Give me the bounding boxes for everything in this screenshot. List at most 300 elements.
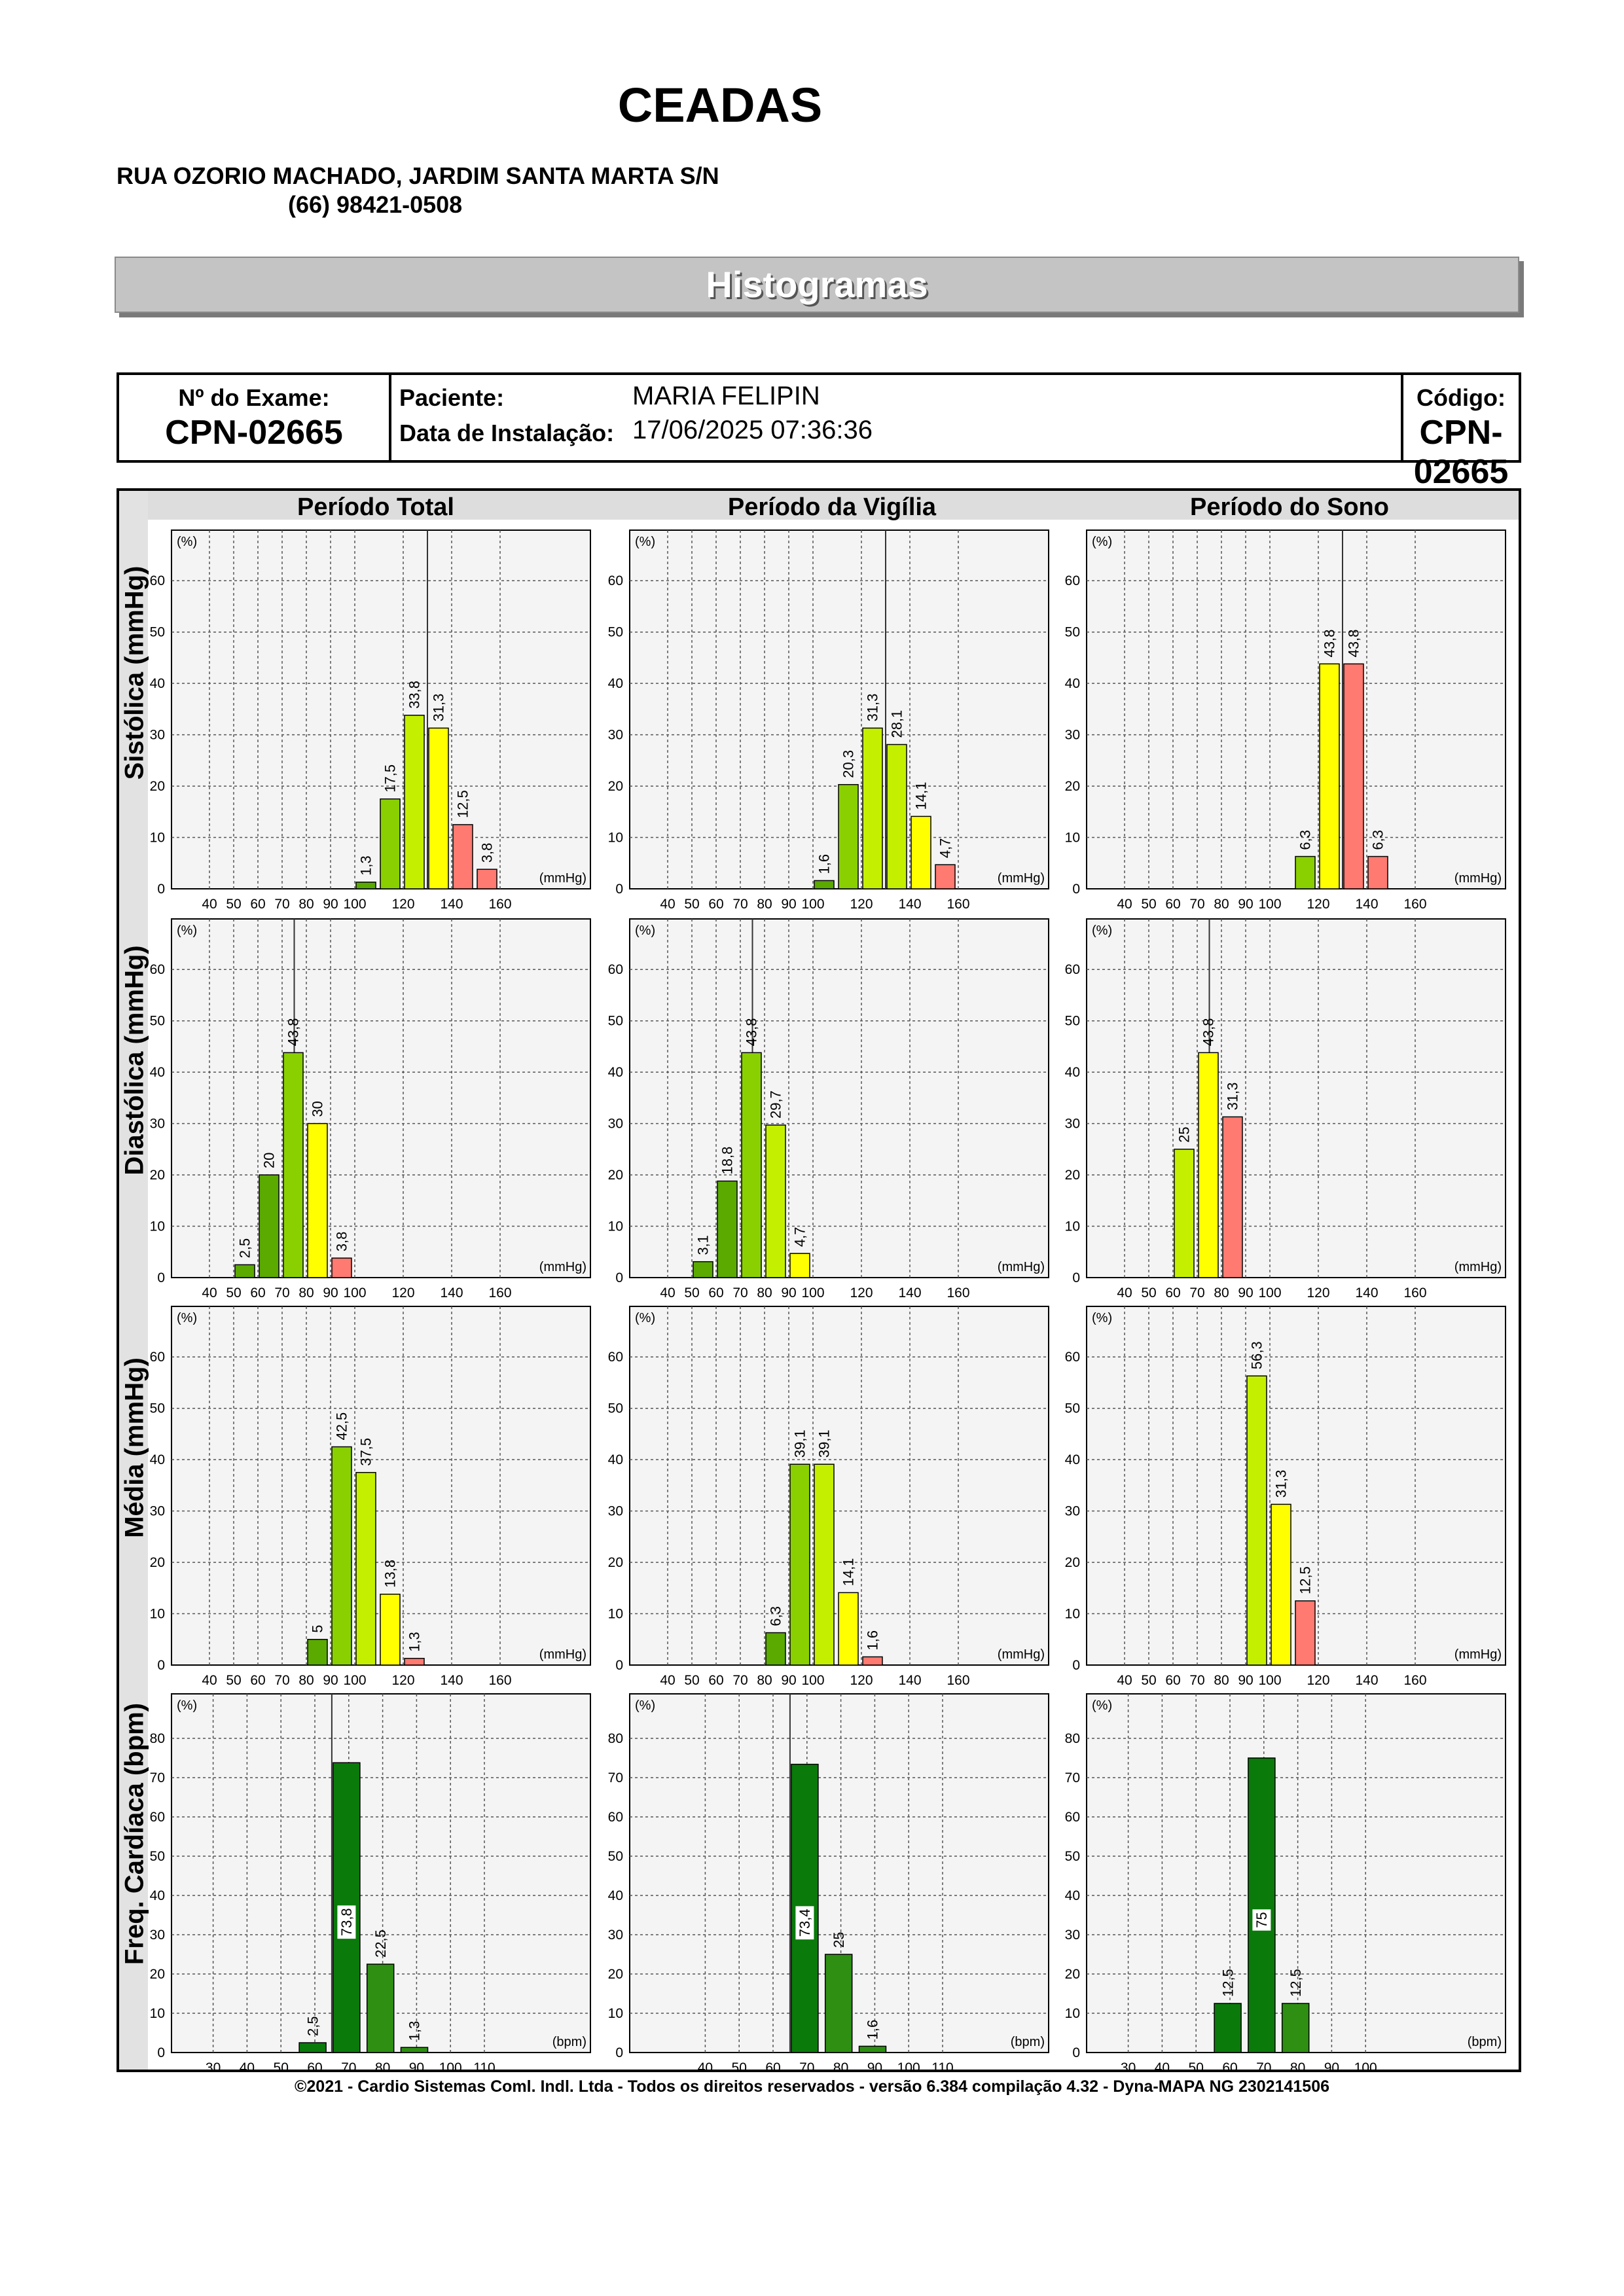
x-tick-label: 70 xyxy=(732,1285,748,1300)
bar-value-label: 6,3 xyxy=(1369,829,1386,850)
y-tick-label: 50 xyxy=(149,1013,165,1029)
y-tick-label: 10 xyxy=(607,1219,623,1234)
bar-value-label: 31,3 xyxy=(1272,1469,1290,1498)
y-tick-label: 40 xyxy=(149,1452,165,1468)
histogram-panel xyxy=(1065,1306,1506,1688)
histogram-bar xyxy=(790,1253,810,1278)
x-tick-label: 90 xyxy=(323,897,338,912)
x-tick-label: 90 xyxy=(781,897,797,912)
bar-value-label: 43,8 xyxy=(1200,1018,1217,1047)
histogram-bar xyxy=(1199,1052,1218,1278)
bar-value-label: 56,3 xyxy=(1248,1341,1265,1370)
x-unit-label: (mmHg) xyxy=(539,1260,586,1274)
bar-value-label: 4,7 xyxy=(791,1227,808,1247)
bar-value-label: 12,5 xyxy=(1287,1969,1304,1997)
y-tick-label: 40 xyxy=(607,1888,623,1903)
column-header-total: Período Total xyxy=(297,493,454,521)
x-tick-label: 80 xyxy=(757,897,772,912)
y-tick-label: 20 xyxy=(607,1555,623,1571)
bar-value-label: 1,3 xyxy=(357,855,374,876)
histogram-bar xyxy=(790,1464,810,1665)
bar-value-label: 39,1 xyxy=(816,1429,833,1458)
x-tick-label: 40 xyxy=(697,2060,713,2075)
bar-value-label: 6,3 xyxy=(767,1605,784,1626)
y-tick-label: 60 xyxy=(1064,1810,1080,1825)
x-tick-label: 70 xyxy=(799,2060,815,2075)
bar-value-label: 17,5 xyxy=(382,764,399,793)
x-tick-label: 100 xyxy=(439,2060,462,2075)
x-tick-label: 70 xyxy=(1189,1673,1205,1688)
x-tick-label: 40 xyxy=(202,1673,217,1688)
x-tick-label: 160 xyxy=(488,1285,512,1300)
histogram-bar xyxy=(1271,1504,1291,1665)
histogram-bar xyxy=(1174,1149,1194,1278)
histogram-bar xyxy=(1214,2003,1241,2053)
histogram-bar xyxy=(766,1125,785,1278)
x-tick-label: 120 xyxy=(850,1673,873,1688)
bar-value-label: 1,6 xyxy=(816,853,833,874)
x-tick-label: 100 xyxy=(343,897,367,912)
y-tick-label: 20 xyxy=(149,1967,165,1982)
histogram-bar xyxy=(380,799,400,889)
x-tick-label: 80 xyxy=(1214,1285,1229,1300)
y-tick-label: 60 xyxy=(149,1810,165,1825)
panel-frame xyxy=(630,919,1049,1278)
patient-name: MARIA FELIPIN xyxy=(632,382,820,410)
x-tick-label: 120 xyxy=(850,1285,873,1300)
histogram-panel xyxy=(1065,1694,1506,2075)
bar-value-label: 42,5 xyxy=(333,1412,350,1441)
bar-value-label: 73,4 xyxy=(797,1909,814,1937)
histogram-bar xyxy=(283,1052,303,1278)
x-tick-label: 90 xyxy=(781,1673,797,1688)
y-tick-label: 30 xyxy=(1064,1928,1080,1943)
y-tick-label: 70 xyxy=(607,1770,623,1785)
bar-value-label: 12,5 xyxy=(454,790,471,818)
histogram-bar xyxy=(1320,664,1339,889)
column-header-sleep: Período do Sono xyxy=(1190,493,1389,521)
histogram-panel xyxy=(608,530,1049,912)
x-tick-label: 70 xyxy=(1256,2060,1272,2075)
code-value: CPN-02665 xyxy=(1413,414,1509,491)
x-tick-label: 120 xyxy=(391,1673,415,1688)
exam-number-label: Nº do Exame: xyxy=(178,384,330,411)
row-label-systolic: Sistólica (mmHg) xyxy=(120,565,149,780)
x-unit-label: (bpm) xyxy=(1010,2035,1045,2049)
x-tick-label: 90 xyxy=(1238,1285,1254,1300)
histogram-bar xyxy=(380,1594,400,1665)
x-tick-label: 50 xyxy=(731,2060,747,2075)
x-tick-label: 140 xyxy=(898,1673,922,1688)
histogram-bar xyxy=(766,1633,785,1665)
x-tick-label: 70 xyxy=(732,897,748,912)
y-tick-label: 60 xyxy=(1064,573,1080,589)
x-tick-label: 100 xyxy=(343,1673,367,1688)
y-tick-label: 50 xyxy=(1064,1401,1080,1416)
x-tick-label: 80 xyxy=(374,2060,391,2075)
y-tick-label: 0 xyxy=(157,1658,165,1673)
x-tick-label: 140 xyxy=(440,897,463,912)
x-tick-label: 110 xyxy=(931,2060,954,2075)
x-tick-label: 160 xyxy=(1403,1285,1427,1300)
y-tick-label: 10 xyxy=(607,1606,623,1622)
y-unit-label: (%) xyxy=(177,924,198,938)
histogram-bar xyxy=(911,816,931,889)
y-tick-label: 20 xyxy=(1064,779,1080,795)
x-tick-label: 40 xyxy=(660,897,676,912)
histogram-bar xyxy=(1247,1376,1267,1665)
y-tick-label: 50 xyxy=(1064,1849,1080,1864)
bar-value-label: 3,8 xyxy=(333,1231,350,1252)
histogram-panel xyxy=(1065,919,1506,1300)
y-tick-label: 40 xyxy=(607,1452,623,1468)
x-tick-label: 60 xyxy=(307,2060,323,2075)
x-tick-label: 60 xyxy=(250,1673,266,1688)
bar-value-label: 39,1 xyxy=(791,1429,808,1458)
y-tick-label: 10 xyxy=(149,830,165,846)
x-tick-label: 80 xyxy=(298,1673,314,1688)
x-tick-label: 90 xyxy=(323,1285,338,1300)
y-tick-label: 70 xyxy=(149,1770,165,1785)
y-tick-label: 0 xyxy=(615,882,623,897)
x-tick-label: 40 xyxy=(1154,2060,1170,2075)
x-tick-label: 80 xyxy=(1290,2060,1306,2075)
patient-label: Paciente: xyxy=(399,384,505,411)
y-tick-label: 40 xyxy=(1064,676,1080,692)
x-tick-label: 80 xyxy=(1214,897,1229,912)
x-unit-label: (bpm) xyxy=(552,2035,586,2049)
y-tick-label: 20 xyxy=(1064,1555,1080,1571)
x-tick-label: 70 xyxy=(341,2060,357,2075)
bar-value-label: 1,3 xyxy=(406,2020,423,2041)
clinic-phone: (66) 98421-0508 xyxy=(288,191,463,218)
y-tick-label: 0 xyxy=(1072,1658,1080,1673)
y-tick-label: 40 xyxy=(1064,1452,1080,1468)
x-unit-label: (mmHg) xyxy=(539,1647,586,1662)
y-tick-label: 60 xyxy=(149,573,165,589)
x-tick-label: 40 xyxy=(1117,897,1132,912)
y-tick-label: 50 xyxy=(149,1401,165,1416)
x-tick-label: 140 xyxy=(1355,1285,1379,1300)
bar-value-label: 14,1 xyxy=(912,781,929,810)
x-tick-label: 160 xyxy=(488,1673,512,1688)
panel-frame xyxy=(1087,530,1506,889)
section-title: Histogramas xyxy=(706,264,928,305)
x-tick-label: 160 xyxy=(1403,897,1427,912)
y-tick-label: 40 xyxy=(1064,1065,1080,1081)
histogram-bar xyxy=(1344,664,1363,889)
x-unit-label: (mmHg) xyxy=(1454,871,1502,886)
y-tick-label: 0 xyxy=(1072,882,1080,897)
histogram-panel xyxy=(150,530,590,912)
y-unit-label: (%) xyxy=(177,535,198,549)
row-label-heart-rate: Freq. Cardíaca (bpm) xyxy=(120,1702,149,1965)
y-tick-label: 50 xyxy=(607,1401,623,1416)
x-tick-label: 100 xyxy=(1258,897,1282,912)
bar-value-label: 43,8 xyxy=(1345,629,1362,658)
y-tick-label: 10 xyxy=(149,1219,165,1234)
bar-value-label: 13,8 xyxy=(382,1559,399,1588)
histogram-bar xyxy=(1368,857,1388,889)
x-tick-label: 70 xyxy=(274,897,290,912)
histogram-bar xyxy=(332,1447,352,1665)
bar-value-label: 20 xyxy=(261,1152,278,1169)
x-tick-label: 40 xyxy=(660,1285,676,1300)
x-tick-label: 140 xyxy=(1355,897,1379,912)
bar-value-label: 20,3 xyxy=(840,749,857,778)
bar-value-label: 12,5 xyxy=(1297,1566,1314,1594)
bar-value-label: 12,5 xyxy=(1219,1969,1236,1997)
y-tick-label: 50 xyxy=(607,1013,623,1029)
x-tick-label: 140 xyxy=(898,1285,922,1300)
row-label-mean: Média (mmHg) xyxy=(120,1357,149,1538)
x-tick-label: 50 xyxy=(1141,897,1157,912)
bar-value-label: 1,6 xyxy=(864,1630,881,1651)
x-tick-label: 100 xyxy=(801,1285,825,1300)
x-tick-label: 100 xyxy=(343,1285,367,1300)
x-tick-label: 30 xyxy=(1120,2060,1136,2075)
x-tick-label: 40 xyxy=(202,1285,217,1300)
y-tick-label: 60 xyxy=(607,1810,623,1825)
x-tick-label: 90 xyxy=(867,2060,883,2075)
y-tick-label: 60 xyxy=(149,962,165,978)
y-tick-label: 0 xyxy=(1072,1270,1080,1285)
histogram-panel xyxy=(150,1306,590,1688)
bar-value-label: 29,7 xyxy=(767,1090,784,1119)
y-unit-label: (%) xyxy=(635,1311,656,1325)
panel-frame xyxy=(1087,919,1506,1278)
y-unit-label: (%) xyxy=(635,1698,656,1713)
x-tick-label: 50 xyxy=(273,2060,289,2075)
x-tick-label: 160 xyxy=(947,1673,970,1688)
x-tick-label: 60 xyxy=(1165,897,1181,912)
bar-value-label: 31,3 xyxy=(864,693,881,722)
y-tick-label: 20 xyxy=(1064,1967,1080,1982)
histogram-bar xyxy=(308,1124,327,1278)
x-tick-label: 50 xyxy=(226,1285,242,1300)
x-tick-label: 140 xyxy=(898,897,922,912)
x-tick-label: 40 xyxy=(1117,1285,1132,1300)
bar-value-label: 3,8 xyxy=(478,842,496,863)
clinic-name: CEADAS xyxy=(617,78,823,132)
install-date-label: Data de Instalação: xyxy=(399,420,615,446)
x-tick-label: 160 xyxy=(488,897,512,912)
x-tick-label: 60 xyxy=(708,1285,724,1300)
histogram-bar xyxy=(453,825,473,889)
x-tick-label: 80 xyxy=(757,1285,772,1300)
y-tick-label: 60 xyxy=(1064,1350,1080,1365)
y-tick-label: 30 xyxy=(607,727,623,743)
histogram-bar xyxy=(863,728,882,889)
histogram-bar xyxy=(1248,1758,1275,2053)
x-tick-label: 60 xyxy=(1222,2060,1238,2075)
x-tick-label: 120 xyxy=(391,1285,415,1300)
bar-value-label: 1,6 xyxy=(864,2019,881,2040)
y-tick-label: 10 xyxy=(149,1606,165,1622)
y-tick-label: 0 xyxy=(157,1270,165,1285)
bar-value-label: 43,8 xyxy=(1321,629,1338,658)
y-tick-label: 10 xyxy=(607,2006,623,2021)
y-unit-label: (%) xyxy=(177,1311,198,1325)
x-tick-label: 100 xyxy=(1258,1673,1282,1688)
y-unit-label: (%) xyxy=(1092,924,1113,938)
y-tick-label: 30 xyxy=(1064,1503,1080,1519)
footer-copyright: ©2021 - Cardio Sistemas Coml. Indl. Ltda - Todos os direitos reservados - versão 6.384 compilação 4.32 - Dyna-MAPA NG 2302141506 xyxy=(294,2077,1330,2096)
bar-value-label: 43,8 xyxy=(285,1018,302,1047)
x-unit-label: (mmHg) xyxy=(1454,1647,1502,1662)
y-tick-label: 80 xyxy=(149,1731,165,1746)
x-unit-label: (bpm) xyxy=(1467,2035,1502,2049)
y-tick-label: 30 xyxy=(149,1928,165,1943)
x-tick-label: 80 xyxy=(757,1673,772,1688)
x-tick-label: 90 xyxy=(1238,897,1254,912)
y-unit-label: (%) xyxy=(635,924,656,938)
bar-value-label: 30 xyxy=(309,1101,326,1117)
histogram-bar xyxy=(356,1473,376,1665)
bar-value-label: 3,1 xyxy=(695,1235,712,1255)
y-tick-label: 20 xyxy=(607,1967,623,1982)
histogram-bar xyxy=(477,869,497,889)
y-tick-label: 30 xyxy=(1064,1116,1080,1132)
x-tick-label: 90 xyxy=(323,1673,338,1688)
y-tick-label: 50 xyxy=(607,624,623,640)
histogram-bar xyxy=(1223,1117,1242,1278)
y-tick-label: 20 xyxy=(149,779,165,795)
y-tick-label: 0 xyxy=(615,1270,623,1285)
y-tick-label: 20 xyxy=(149,1555,165,1571)
bar-value-label: 43,8 xyxy=(743,1018,760,1047)
x-tick-label: 140 xyxy=(440,1673,463,1688)
histogram-bar xyxy=(356,882,376,889)
y-tick-label: 10 xyxy=(1064,1606,1080,1622)
x-tick-label: 80 xyxy=(298,1285,314,1300)
y-tick-label: 60 xyxy=(149,1350,165,1365)
y-tick-label: 80 xyxy=(607,1731,623,1746)
histogram-bar xyxy=(405,1659,424,1665)
x-tick-label: 30 xyxy=(205,2060,221,2075)
clinic-address: RUA OZORIO MACHADO, JARDIM SANTA MARTA S/N xyxy=(117,162,719,189)
histogram-bar xyxy=(859,2046,886,2053)
histogram-bar xyxy=(839,785,858,889)
y-tick-label: 50 xyxy=(607,1849,623,1864)
x-tick-label: 90 xyxy=(781,1285,797,1300)
x-tick-label: 60 xyxy=(708,897,724,912)
x-tick-label: 120 xyxy=(850,897,873,912)
histogram-bar xyxy=(825,1954,852,2053)
y-tick-label: 40 xyxy=(607,676,623,692)
x-unit-label: (mmHg) xyxy=(997,1647,1045,1662)
y-tick-label: 30 xyxy=(607,1503,623,1519)
column-header-wake: Período da Vigília xyxy=(727,493,937,521)
bar-value-label: 31,3 xyxy=(430,693,447,722)
x-tick-label: 90 xyxy=(1238,1673,1254,1688)
histogram-bar xyxy=(814,880,834,889)
y-tick-label: 30 xyxy=(1064,727,1080,743)
y-tick-label: 30 xyxy=(149,1116,165,1132)
code-label: Código: xyxy=(1416,384,1506,411)
x-tick-label: 50 xyxy=(684,1673,700,1688)
x-tick-label: 80 xyxy=(833,2060,849,2075)
x-unit-label: (mmHg) xyxy=(997,871,1045,886)
x-tick-label: 50 xyxy=(1141,1673,1157,1688)
x-tick-label: 40 xyxy=(239,2060,255,2075)
histogram-bar xyxy=(887,745,907,889)
x-tick-label: 120 xyxy=(1307,1673,1330,1688)
x-tick-label: 70 xyxy=(274,1673,290,1688)
x-tick-label: 100 xyxy=(801,897,825,912)
y-tick-label: 10 xyxy=(607,830,623,846)
x-tick-label: 60 xyxy=(250,897,266,912)
x-tick-label: 80 xyxy=(1214,1673,1229,1688)
bar-value-label: 75 xyxy=(1254,1912,1271,1928)
bar-value-label: 2,5 xyxy=(236,1238,253,1259)
bar-value-label: 73,8 xyxy=(338,1908,355,1937)
histogram-panel xyxy=(1065,530,1506,912)
bar-value-label: 25 xyxy=(830,1931,847,1948)
y-tick-label: 50 xyxy=(1064,624,1080,640)
install-date-value: 17/06/2025 07:36:36 xyxy=(632,416,873,444)
x-tick-label: 80 xyxy=(298,897,314,912)
histogram-panel xyxy=(150,1694,590,2075)
panel-frame xyxy=(1087,1694,1506,2053)
x-tick-label: 70 xyxy=(732,1673,748,1688)
y-tick-label: 20 xyxy=(607,779,623,795)
bar-value-label: 31,3 xyxy=(1224,1082,1241,1111)
y-unit-label: (%) xyxy=(177,1698,198,1713)
histogram-bar xyxy=(839,1592,858,1665)
y-tick-label: 70 xyxy=(1064,1770,1080,1785)
histogram-panel xyxy=(608,1694,1049,2075)
x-tick-label: 120 xyxy=(391,897,415,912)
y-unit-label: (%) xyxy=(1092,1698,1113,1713)
y-tick-label: 30 xyxy=(607,1116,623,1132)
y-tick-label: 60 xyxy=(607,962,623,978)
bar-value-label: 2,5 xyxy=(304,2016,321,2036)
x-tick-label: 60 xyxy=(1165,1285,1181,1300)
y-tick-label: 30 xyxy=(149,1503,165,1519)
x-tick-label: 40 xyxy=(660,1673,676,1688)
x-tick-label: 160 xyxy=(1403,1673,1427,1688)
x-tick-label: 100 xyxy=(897,2060,920,2075)
histogram-bar xyxy=(332,1258,352,1278)
histogram-bar xyxy=(367,1964,394,2053)
bar-value-label: 22,5 xyxy=(372,1929,389,1958)
x-tick-label: 160 xyxy=(947,1285,970,1300)
x-tick-label: 140 xyxy=(440,1285,463,1300)
row-label-diastolic: Diastólica (mmHg) xyxy=(120,945,149,1175)
y-tick-label: 20 xyxy=(607,1168,623,1183)
histogram-bar xyxy=(1282,2003,1309,2053)
histogram-bar xyxy=(742,1052,761,1278)
panel-frame xyxy=(171,919,590,1278)
x-tick-label: 40 xyxy=(1117,1673,1132,1688)
y-tick-label: 40 xyxy=(1064,1888,1080,1903)
y-unit-label: (%) xyxy=(1092,1311,1113,1325)
bar-value-label: 14,1 xyxy=(840,1558,857,1587)
y-tick-label: 60 xyxy=(1064,962,1080,978)
histogram-bar xyxy=(308,1640,327,1665)
x-tick-label: 120 xyxy=(1307,897,1330,912)
y-tick-label: 0 xyxy=(157,882,165,897)
x-tick-label: 70 xyxy=(274,1285,290,1300)
y-tick-label: 0 xyxy=(615,1658,623,1673)
bar-value-label: 18,8 xyxy=(719,1146,736,1175)
y-tick-label: 40 xyxy=(149,676,165,692)
y-tick-label: 50 xyxy=(149,1849,165,1864)
exam-number-value: CPN-02665 xyxy=(165,414,343,452)
y-unit-label: (%) xyxy=(635,535,656,549)
x-tick-label: 50 xyxy=(226,897,242,912)
